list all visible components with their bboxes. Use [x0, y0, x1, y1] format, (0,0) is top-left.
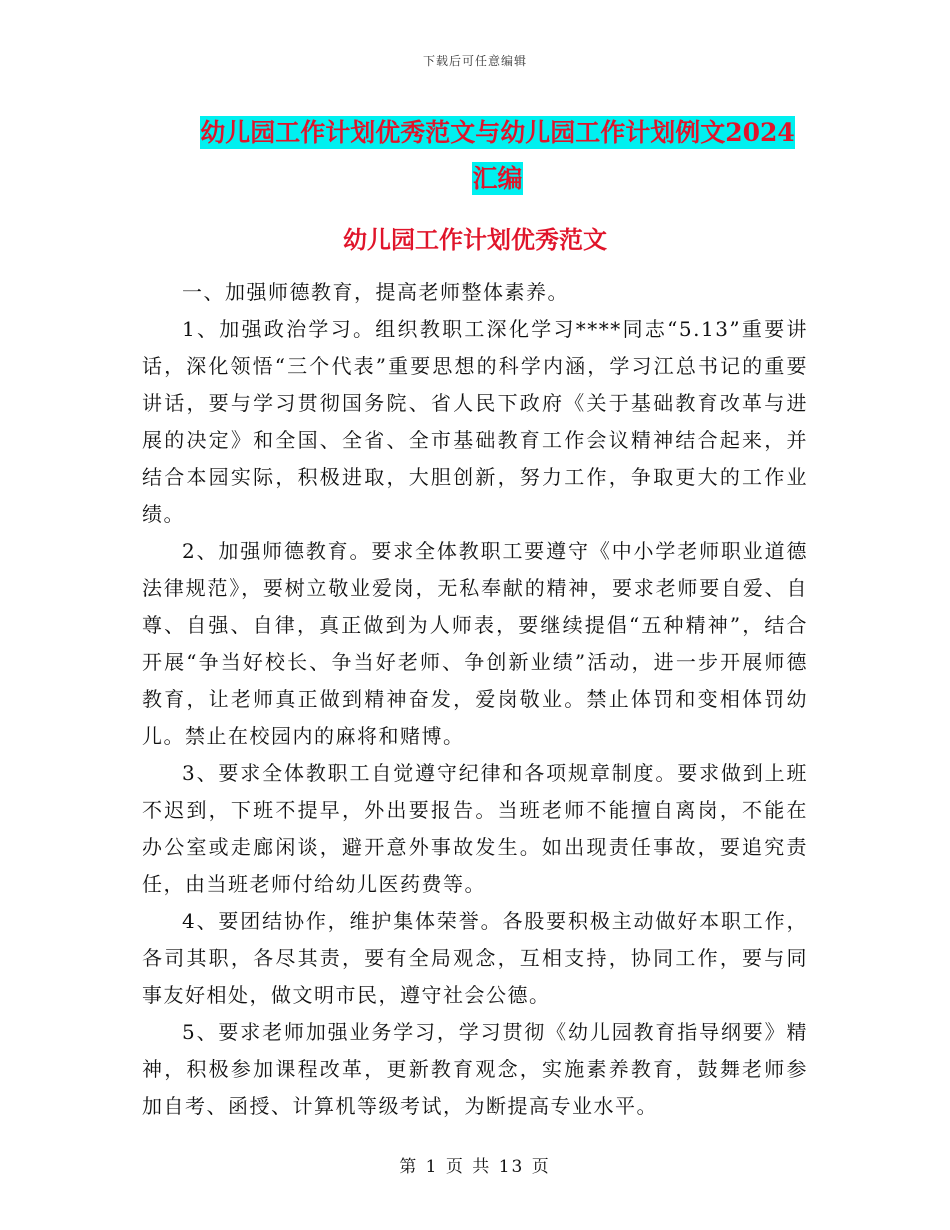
document-title-line-2: 汇编: [472, 164, 523, 193]
document-title-line-1: 幼儿园工作计划优秀范文与幼儿园工作计划例文2024: [200, 118, 795, 147]
paragraph: 1、加强政治学习。组织教职工深化学习****同志“5.13”重要讲话，深化领悟“三个代表”重要思想的科学内涵，学习江总书记的重要讲话，要与学习贯彻国务院、省人民下政府《关于基础教育改革与进展的决定》和全国、全省、全市基础教育工作会议精神结合起来，并结合本园实际，积极进取，大胆创新，努力工作，争取更大的工作业绩。: [142, 317, 808, 526]
document-body: [142, 274, 808, 1125]
document-title: [190, 110, 805, 202]
paragraph-heading: 一、加强师德教育，提高老师整体素养。: [182, 280, 569, 304]
header-note: 下载后可任意编辑: [422, 54, 527, 68]
paragraph: 3、要求全体教职工自觉遵守纪律和各项规章制度。要求做到上班不迟到，下班不提早，外出要报告。当班老师不能擅自离岗，不能在办公室或走廊闲谈，避开意外事故发生。如出现责任事故，要追究责任，由当班老师付给幼儿医药费等。: [142, 761, 808, 896]
paragraph: 4、要团结协作，维护集体荣誉。各股要积极主动做好本职工作，各司其职，各尽其责，要有全局观念，互相支持，协同工作，要与同事友好相处，做文明市民，遵守社会公德。: [142, 909, 808, 1007]
page-number-footer: 第 1 页 共 13 页: [399, 1157, 551, 1177]
paragraph: 2、加强师德教育。要求全体教职工要遵守《中小学老师职业道德法律规范》，要树立敬业爱岗，无私奉献的精神，要求老师要自爱、自尊、自强、自律，真正做到为人师表，要继续提倡“五种精神”，结合开展“争当好校长、争当好老师、争创新业绩”活动，进一步开展师德教育，让老师真正做到精神奋发，爱岗敬业。禁止体罚和变相体罚幼儿。禁止在校园内的麻将和赌博。: [142, 539, 808, 748]
paragraph: 5、要求老师加强业务学习，学习贯彻《幼儿园教育指导纲要》精神，积极参加课程改革，更新教育观念，实施素养教育，鼓舞老师参加自考、函授、计算机等级考试，为断提高专业水平。: [142, 1020, 808, 1118]
section-title: 幼儿园工作计划优秀范文: [343, 225, 607, 254]
